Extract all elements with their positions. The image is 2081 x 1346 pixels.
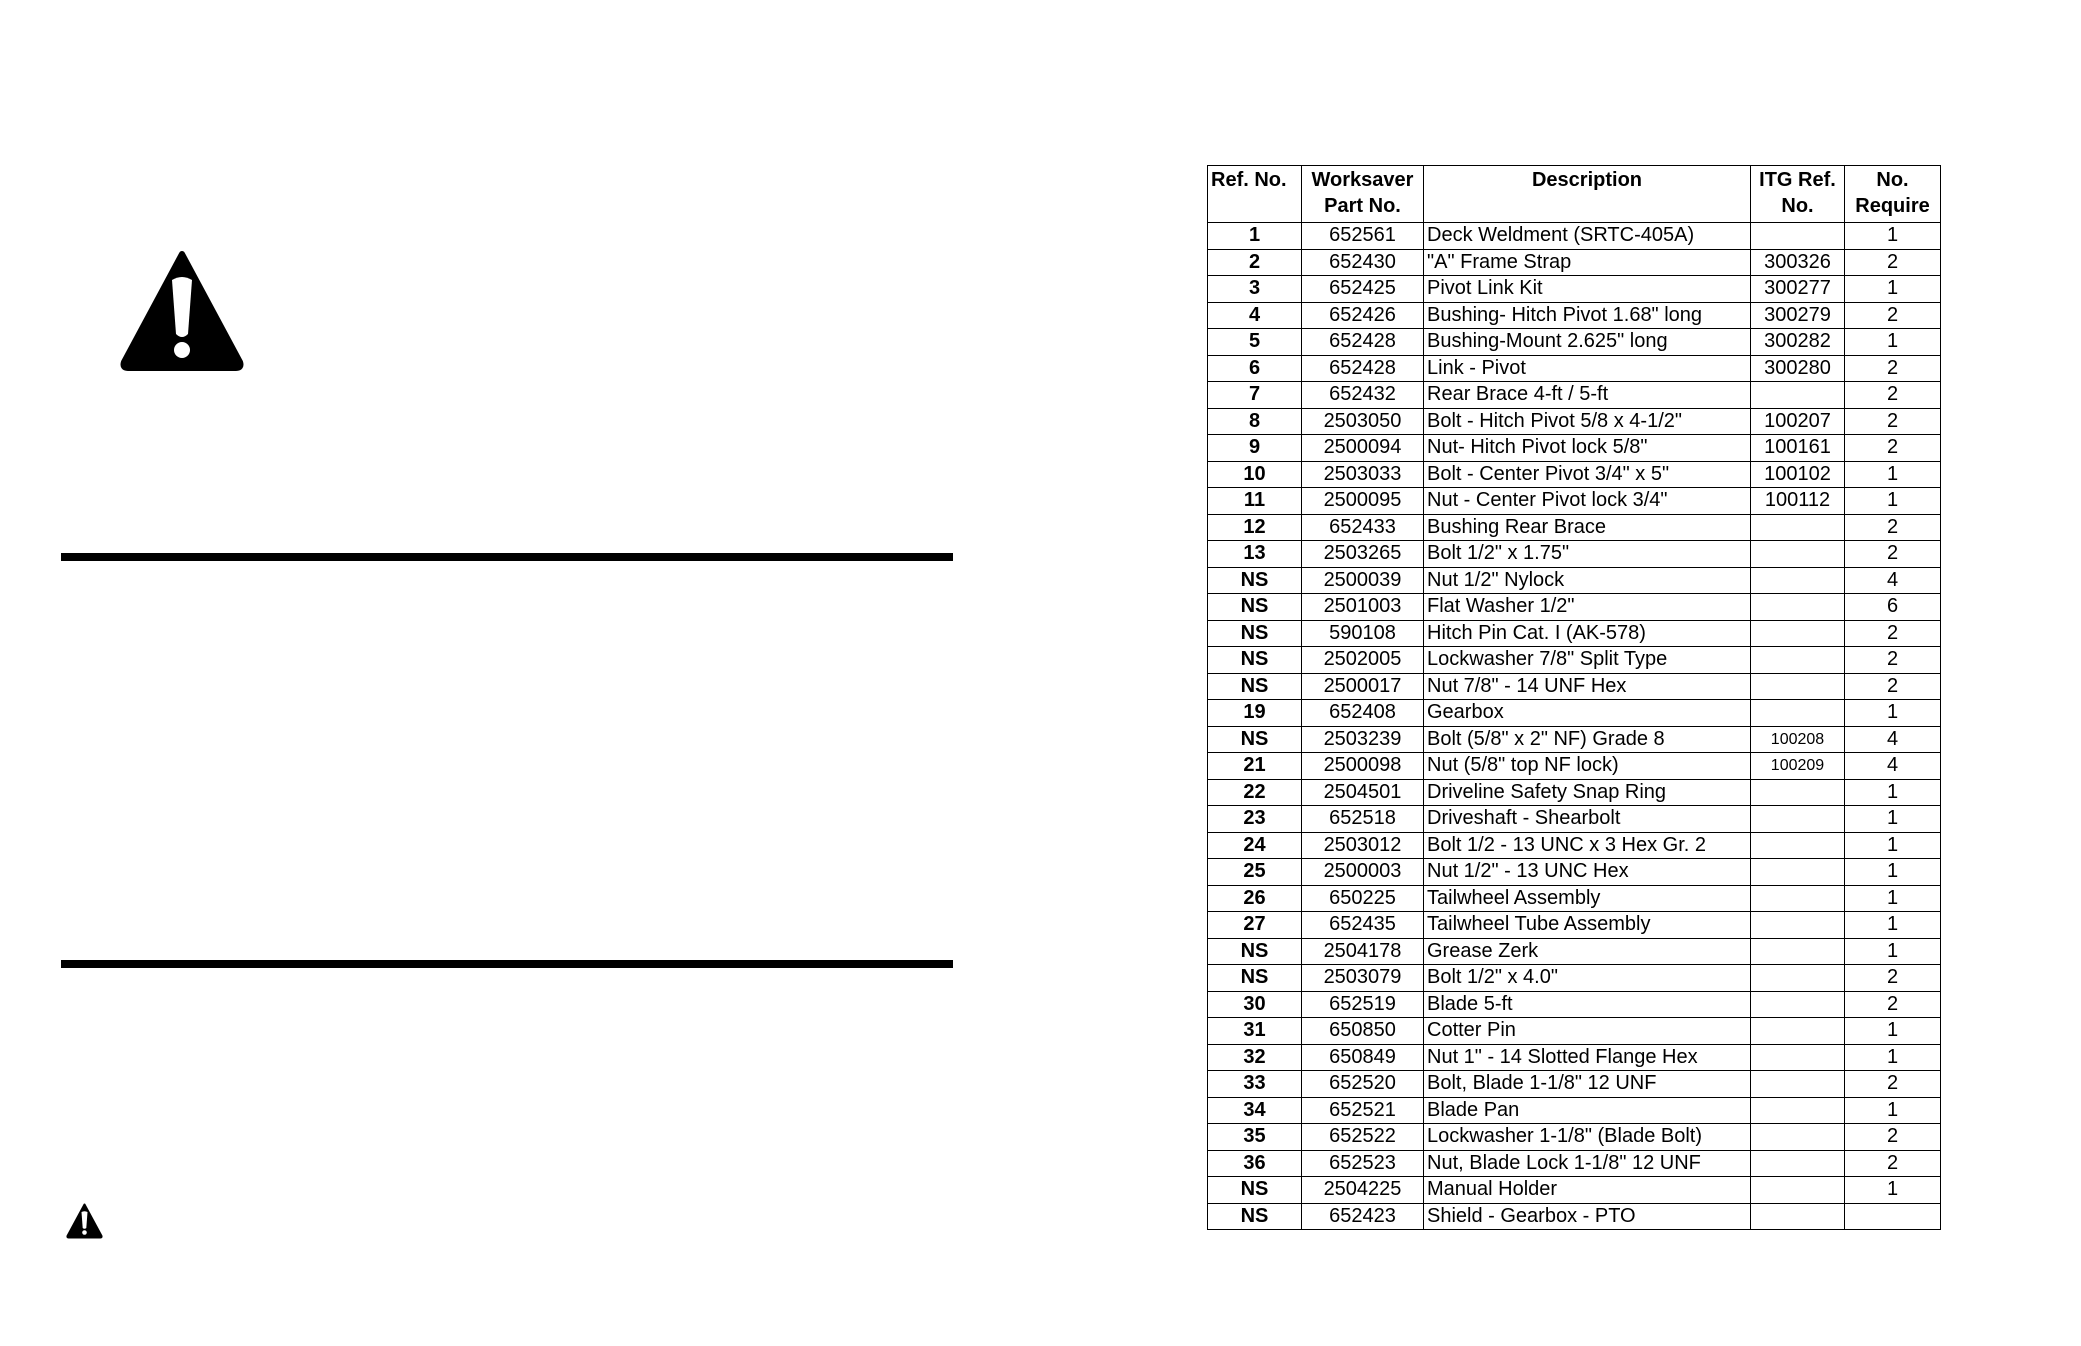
cell-description: Pivot Link Kit: [1424, 276, 1751, 303]
cell-part-no: 652425: [1302, 276, 1424, 303]
cell-description: Lockwasher 1-1/8" (Blade Bolt): [1424, 1124, 1751, 1151]
cell-part-no: 652520: [1302, 1071, 1424, 1098]
cell-part-no: 652428: [1302, 355, 1424, 382]
table-row: [1208, 885, 1941, 912]
cell-qty-required: 1: [1845, 276, 1941, 303]
cell-itg-ref: 100112: [1751, 488, 1845, 515]
cell-part-no: 2501003: [1302, 594, 1424, 621]
cell-ref-no: 4: [1208, 302, 1302, 329]
cell-itg-ref: [1751, 1177, 1845, 1204]
cell-itg-ref: [1751, 382, 1845, 409]
cell-description: Nut, Blade Lock 1-1/8" 12 UNF: [1424, 1150, 1751, 1177]
cell-qty-required: 2: [1845, 673, 1941, 700]
cell-ref-no: 12: [1208, 514, 1302, 541]
table-row: [1208, 223, 1941, 250]
cell-itg-ref: 100209: [1751, 753, 1845, 780]
cell-description: Bolt 1/2" x 4.0": [1424, 965, 1751, 992]
cell-part-no: 652518: [1302, 806, 1424, 833]
cell-description: Nut (5/8" top NF lock): [1424, 753, 1751, 780]
cell-qty-required: 1: [1845, 806, 1941, 833]
cell-part-no: 2500095: [1302, 488, 1424, 515]
cell-qty-required: 2: [1845, 355, 1941, 382]
cell-description: Link - Pivot: [1424, 355, 1751, 382]
table-row: [1208, 673, 1941, 700]
cell-part-no: 652430: [1302, 249, 1424, 276]
cell-itg-ref: [1751, 912, 1845, 939]
cell-part-no: 652408: [1302, 700, 1424, 727]
cell-ref-no: 19: [1208, 700, 1302, 727]
cell-qty-required: 2: [1845, 991, 1941, 1018]
cell-description: "A" Frame Strap: [1424, 249, 1751, 276]
header-description: Description: [1424, 166, 1751, 223]
table-row: [1208, 276, 1941, 303]
warning-triangle-icon: [66, 1203, 103, 1239]
cell-qty-required: 1: [1845, 938, 1941, 965]
cell-ref-no: 13: [1208, 541, 1302, 568]
cell-part-no: 590108: [1302, 620, 1424, 647]
cell-qty-required: 1: [1845, 1044, 1941, 1071]
table-row: [1208, 1071, 1941, 1098]
table-row: [1208, 832, 1941, 859]
cell-ref-no: 7: [1208, 382, 1302, 409]
cell-description: Shield - Gearbox - PTO: [1424, 1203, 1751, 1230]
table-row: [1208, 408, 1941, 435]
cell-description: Nut - Center Pivot lock 3/4": [1424, 488, 1751, 515]
cell-itg-ref: 300326: [1751, 249, 1845, 276]
table-row: [1208, 620, 1941, 647]
table-row: [1208, 329, 1941, 356]
cell-ref-no: NS: [1208, 620, 1302, 647]
cell-itg-ref: [1751, 514, 1845, 541]
cell-description: Driveline Safety Snap Ring: [1424, 779, 1751, 806]
table-row: [1208, 435, 1941, 462]
cell-qty-required: 1: [1845, 832, 1941, 859]
cell-itg-ref: [1751, 700, 1845, 727]
table-row: [1208, 541, 1941, 568]
cell-qty-required: 6: [1845, 594, 1941, 621]
parts-table-body: [1208, 223, 1941, 1230]
cell-description: Bolt 1/2" x 1.75": [1424, 541, 1751, 568]
cell-itg-ref: [1751, 1097, 1845, 1124]
cell-part-no: 650849: [1302, 1044, 1424, 1071]
cell-qty-required: 4: [1845, 726, 1941, 753]
cell-ref-no: 3: [1208, 276, 1302, 303]
table-row: [1208, 1177, 1941, 1204]
cell-qty-required: 2: [1845, 647, 1941, 674]
table-row: [1208, 594, 1941, 621]
cell-qty-required: 1: [1845, 700, 1941, 727]
cell-itg-ref: [1751, 991, 1845, 1018]
cell-description: Bolt, Blade 1-1/8" 12 UNF: [1424, 1071, 1751, 1098]
cell-qty-required: 1: [1845, 1018, 1941, 1045]
cell-part-no: 2504501: [1302, 779, 1424, 806]
cell-description: Blade 5-ft: [1424, 991, 1751, 1018]
table-row: [1208, 726, 1941, 753]
cell-description: Flat Washer 1/2": [1424, 594, 1751, 621]
cell-description: Bolt - Hitch Pivot 5/8 x 4-1/2": [1424, 408, 1751, 435]
cell-part-no: 2503033: [1302, 461, 1424, 488]
cell-itg-ref: [1751, 832, 1845, 859]
cell-qty-required: 2: [1845, 620, 1941, 647]
table-row: [1208, 753, 1941, 780]
cell-itg-ref: [1751, 647, 1845, 674]
cell-ref-no: NS: [1208, 567, 1302, 594]
cell-ref-no: 10: [1208, 461, 1302, 488]
cell-description: Bushing-Mount 2.625" long: [1424, 329, 1751, 356]
cell-ref-no: 23: [1208, 806, 1302, 833]
cell-qty-required: 2: [1845, 382, 1941, 409]
cell-itg-ref: 100161: [1751, 435, 1845, 462]
table-row: [1208, 647, 1941, 674]
cell-part-no: 2504178: [1302, 938, 1424, 965]
cell-part-no: 652433: [1302, 514, 1424, 541]
cell-description: Hitch Pin Cat. I (AK-578): [1424, 620, 1751, 647]
cell-part-no: 650850: [1302, 1018, 1424, 1045]
cell-ref-no: 9: [1208, 435, 1302, 462]
cell-itg-ref: [1751, 1071, 1845, 1098]
cell-itg-ref: [1751, 1203, 1845, 1230]
cell-qty-required: 2: [1845, 541, 1941, 568]
cell-part-no: 2503079: [1302, 965, 1424, 992]
cell-itg-ref: [1751, 594, 1845, 621]
cell-qty-required: 1: [1845, 329, 1941, 356]
cell-ref-no: 35: [1208, 1124, 1302, 1151]
cell-description: Nut 7/8" - 14 UNF Hex: [1424, 673, 1751, 700]
cell-qty-required: 1: [1845, 885, 1941, 912]
table-row: [1208, 1018, 1941, 1045]
cell-part-no: 652561: [1302, 223, 1424, 250]
table-row: [1208, 567, 1941, 594]
cell-ref-no: NS: [1208, 673, 1302, 700]
cell-part-no: 650225: [1302, 885, 1424, 912]
cell-part-no: 652523: [1302, 1150, 1424, 1177]
cell-part-no: 652426: [1302, 302, 1424, 329]
table-row: [1208, 461, 1941, 488]
table-row: [1208, 249, 1941, 276]
table-row: [1208, 700, 1941, 727]
header-no-require: No. Require: [1845, 166, 1941, 223]
cell-qty-required: 2: [1845, 1150, 1941, 1177]
cell-description: Blade Pan: [1424, 1097, 1751, 1124]
cell-ref-no: 36: [1208, 1150, 1302, 1177]
cell-description: Nut- Hitch Pivot lock 5/8": [1424, 435, 1751, 462]
table-row: [1208, 991, 1941, 1018]
cell-ref-no: 6: [1208, 355, 1302, 382]
cell-itg-ref: [1751, 541, 1845, 568]
cell-itg-ref: [1751, 1018, 1845, 1045]
cell-part-no: 2500003: [1302, 859, 1424, 886]
cell-itg-ref: [1751, 938, 1845, 965]
cell-description: Tailwheel Assembly: [1424, 885, 1751, 912]
cell-ref-no: 31: [1208, 1018, 1302, 1045]
cell-itg-ref: [1751, 965, 1845, 992]
cell-qty-required: 2: [1845, 514, 1941, 541]
cell-description: Bolt - Center Pivot 3/4" x 5": [1424, 461, 1751, 488]
cell-part-no: 2500017: [1302, 673, 1424, 700]
table-row: [1208, 488, 1941, 515]
cell-part-no: 2504225: [1302, 1177, 1424, 1204]
cell-itg-ref: [1751, 673, 1845, 700]
cell-itg-ref: 100207: [1751, 408, 1845, 435]
table-row: [1208, 382, 1941, 409]
cell-part-no: 2503050: [1302, 408, 1424, 435]
cell-qty-required: 4: [1845, 753, 1941, 780]
cell-part-no: 2500039: [1302, 567, 1424, 594]
header-ref-no: Ref. No.: [1208, 166, 1302, 223]
cell-description: Cotter Pin: [1424, 1018, 1751, 1045]
cell-qty-required: 1: [1845, 488, 1941, 515]
cell-description: Tailwheel Tube Assembly: [1424, 912, 1751, 939]
cell-part-no: 2500098: [1302, 753, 1424, 780]
horizontal-rule-bottom: [61, 960, 953, 968]
cell-ref-no: 26: [1208, 885, 1302, 912]
table-row: [1208, 355, 1941, 382]
cell-qty-required: 2: [1845, 1124, 1941, 1151]
cell-ref-no: 33: [1208, 1071, 1302, 1098]
cell-ref-no: NS: [1208, 1203, 1302, 1230]
cell-ref-no: NS: [1208, 594, 1302, 621]
cell-ref-no: NS: [1208, 1177, 1302, 1204]
cell-qty-required: 2: [1845, 1071, 1941, 1098]
cell-qty-required: 1: [1845, 1177, 1941, 1204]
cell-part-no: 652519: [1302, 991, 1424, 1018]
table-row: [1208, 806, 1941, 833]
cell-description: Rear Brace 4-ft / 5-ft: [1424, 382, 1751, 409]
header-itg-ref: ITG Ref. No.: [1751, 166, 1845, 223]
cell-description: Bolt 1/2 - 13 UNC x 3 Hex Gr. 2: [1424, 832, 1751, 859]
cell-description: Lockwasher 7/8" Split Type: [1424, 647, 1751, 674]
cell-part-no: 2500094: [1302, 435, 1424, 462]
cell-ref-no: 30: [1208, 991, 1302, 1018]
cell-itg-ref: [1751, 1124, 1845, 1151]
cell-ref-no: 8: [1208, 408, 1302, 435]
table-row: [1208, 1044, 1941, 1071]
cell-itg-ref: [1751, 567, 1845, 594]
cell-itg-ref: 300279: [1751, 302, 1845, 329]
cell-part-no: 2503265: [1302, 541, 1424, 568]
cell-description: Nut 1/2" - 13 UNC Hex: [1424, 859, 1751, 886]
cell-part-no: 2503239: [1302, 726, 1424, 753]
table-row: [1208, 302, 1941, 329]
cell-ref-no: 21: [1208, 753, 1302, 780]
cell-description: Grease Zerk: [1424, 938, 1751, 965]
cell-description: Bushing- Hitch Pivot 1.68" long: [1424, 302, 1751, 329]
table-row: [1208, 1097, 1941, 1124]
cell-description: Deck Weldment (SRTC-405A): [1424, 223, 1751, 250]
cell-itg-ref: [1751, 806, 1845, 833]
cell-part-no: 652522: [1302, 1124, 1424, 1151]
warning-triangle-icon: [120, 250, 244, 372]
table-row: [1208, 938, 1941, 965]
cell-description: Manual Holder: [1424, 1177, 1751, 1204]
cell-itg-ref: [1751, 620, 1845, 647]
cell-itg-ref: [1751, 1150, 1845, 1177]
cell-ref-no: NS: [1208, 726, 1302, 753]
cell-qty-required: 2: [1845, 249, 1941, 276]
cell-ref-no: 27: [1208, 912, 1302, 939]
cell-qty-required: 1: [1845, 859, 1941, 886]
cell-qty-required: 1: [1845, 1097, 1941, 1124]
cell-description: Bolt (5/8" x 2" NF) Grade 8: [1424, 726, 1751, 753]
table-row: [1208, 779, 1941, 806]
cell-part-no: 2503012: [1302, 832, 1424, 859]
cell-ref-no: 11: [1208, 488, 1302, 515]
cell-itg-ref: [1751, 1044, 1845, 1071]
cell-ref-no: 34: [1208, 1097, 1302, 1124]
cell-itg-ref: 300277: [1751, 276, 1845, 303]
cell-part-no: 652432: [1302, 382, 1424, 409]
cell-ref-no: 32: [1208, 1044, 1302, 1071]
table-row: [1208, 1150, 1941, 1177]
cell-part-no: 652435: [1302, 912, 1424, 939]
table-row: [1208, 1203, 1941, 1230]
cell-qty-required: 1: [1845, 779, 1941, 806]
cell-itg-ref: [1751, 885, 1845, 912]
cell-ref-no: 1: [1208, 223, 1302, 250]
cell-qty-required: [1845, 1203, 1941, 1230]
cell-itg-ref: 300280: [1751, 355, 1845, 382]
cell-ref-no: 5: [1208, 329, 1302, 356]
cell-itg-ref: 300282: [1751, 329, 1845, 356]
cell-ref-no: NS: [1208, 965, 1302, 992]
horizontal-rule-top: [61, 553, 953, 561]
table-row: [1208, 1124, 1941, 1151]
cell-qty-required: 2: [1845, 302, 1941, 329]
cell-itg-ref: 100208: [1751, 726, 1845, 753]
table-row: [1208, 859, 1941, 886]
cell-part-no: 2502005: [1302, 647, 1424, 674]
cell-qty-required: 4: [1845, 567, 1941, 594]
table-header-row: [1208, 166, 1941, 223]
cell-ref-no: NS: [1208, 647, 1302, 674]
cell-description: Bushing Rear Brace: [1424, 514, 1751, 541]
table-row: [1208, 965, 1941, 992]
cell-ref-no: NS: [1208, 938, 1302, 965]
cell-part-no: 652423: [1302, 1203, 1424, 1230]
cell-ref-no: 24: [1208, 832, 1302, 859]
cell-ref-no: 2: [1208, 249, 1302, 276]
cell-itg-ref: [1751, 859, 1845, 886]
cell-description: Driveshaft - Shearbolt: [1424, 806, 1751, 833]
cell-itg-ref: [1751, 223, 1845, 250]
cell-part-no: 652521: [1302, 1097, 1424, 1124]
table-row: [1208, 514, 1941, 541]
cell-qty-required: 2: [1845, 965, 1941, 992]
table-row: [1208, 912, 1941, 939]
cell-description: Gearbox: [1424, 700, 1751, 727]
cell-qty-required: 1: [1845, 912, 1941, 939]
cell-part-no: 652428: [1302, 329, 1424, 356]
cell-qty-required: 2: [1845, 435, 1941, 462]
cell-description: Nut 1" - 14 Slotted Flange Hex: [1424, 1044, 1751, 1071]
cell-itg-ref: 100102: [1751, 461, 1845, 488]
cell-description: Nut 1/2" Nylock: [1424, 567, 1751, 594]
cell-ref-no: 25: [1208, 859, 1302, 886]
cell-qty-required: 2: [1845, 408, 1941, 435]
header-part-no: Worksaver Part No.: [1302, 166, 1424, 223]
parts-list-table: [1207, 165, 1941, 1230]
cell-ref-no: 22: [1208, 779, 1302, 806]
cell-qty-required: 1: [1845, 461, 1941, 488]
cell-itg-ref: [1751, 779, 1845, 806]
cell-qty-required: 1: [1845, 223, 1941, 250]
